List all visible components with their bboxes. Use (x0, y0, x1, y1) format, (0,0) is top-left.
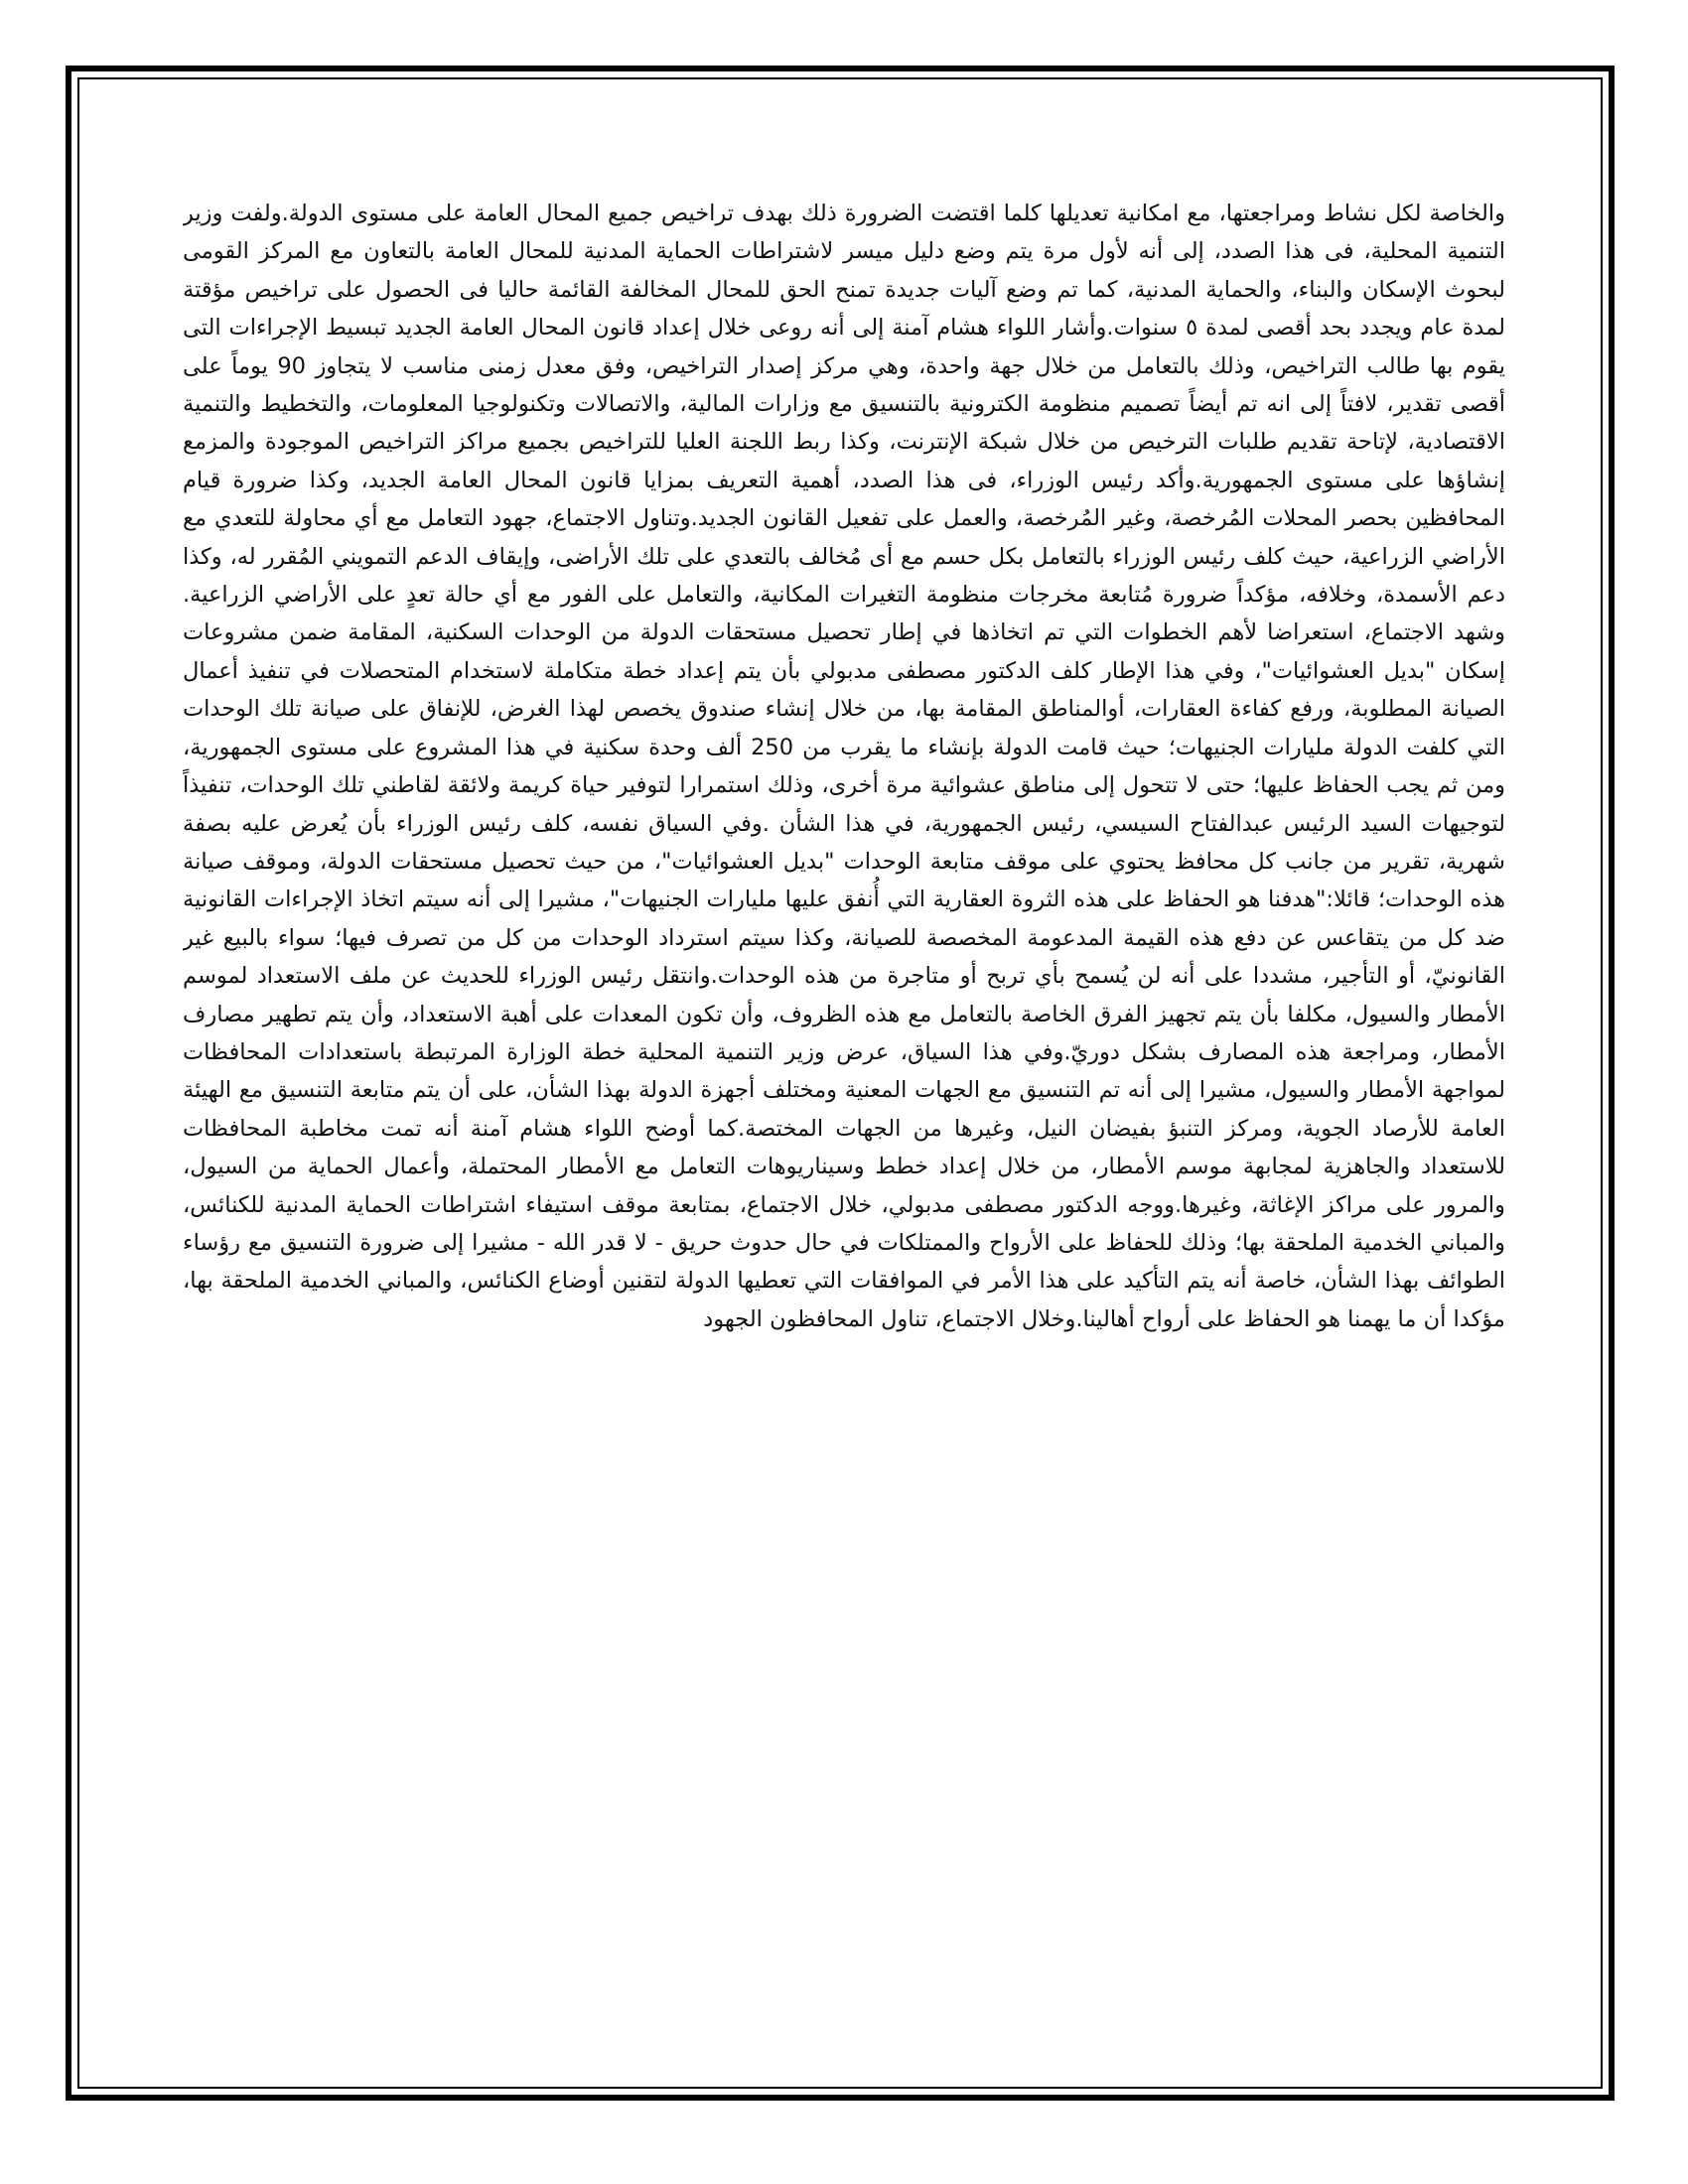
article-body-text: والخاصة لكل نشاط ومراجعتها، مع امكانية تعديلها كلما اقتضت الضرورة ذلك بهدف تراخيص جميع المحال العامة على مستوى الدولة.ولفت وزير التنمية المحلية، فى هذا الصدد، إلى أنه لأول مرة يتم وضع دليل ميسر لاشتراطات الحماية المدنية للمحال العامة بالتعاون مع المركز القومى لبحوث الإسكان والبناء، والحماية المدنية، كما تم وضع آليات جديدة تمنح الحق للمحال المخالفة القائمة حاليا فى الحصول على تراخيص مؤقتة لمدة عام ويجدد بحد أقصى لمدة ٥ سنوات.وأشار اللواء هشام آمنة إلى أنه روعى خلال إعداد قانون المحال العامة الجديد تبسيط الإجراءات التى يقوم بها طالب التراخيص، وذلك بالتعامل من خلال جهة واحدة، وهي مركز إصدار التراخيص، وفق معدل زمنى مناسب لا يتجاوز 90 يوماً على أقصى تقدير، لافتاً إلى انه تم أيضاً تصميم منظومة الكترونية بالتنسيق مع وزارات المالية، والاتصالات وتكنولوجيا المعلومات، والتخطيط والتنمية الاقتصادية، لإتاحة تقديم طلبات الترخيص من خلال شبكة الإنترنت، وكذا ربط اللجنة العليا للتراخيص بجميع مراكز التراخيص الموجودة والمزمع إنشاؤها على مستوى الجمهورية.وأكد رئيس الوزراء، فى هذا الصدد، أهمية التعريف بمزايا قانون المحال العامة الجديد، وكذا ضرورة قيام المحافظين بحصر المحلات المُرخصة، وغير المُرخصة، والعمل على تفعيل القانون الجديد.وتناول الاجتماع، جهود التعامل مع أي محاولة للتعدي مع الأراضي الزراعية، حيث كلف رئيس الوزراء بالتعامل بكل حسم مع أى مُخالف بالتعدي على تلك الأراضى، وإيقاف الدعم التمويني المُقرر له، وكذا دعم الأسمدة، وخلافه، مؤكداً ضرورة مُتابعة مخرجات منظومة التغيرات المكانية، والتعامل على الفور مع أي حالة تعدٍ على الأراضي الزراعية. وشهد الاجتماع، استعراضا لأهم الخطوات التي تم اتخاذها في إطار تحصيل مستحقات الدولة من الوحدات السكنية، المقامة ضمن مشروعات إسكان "بديل العشوائيات"، وفي هذا الإطار كلف الدكتور مصطفى مدبولي بأن يتم إعداد خطة متكاملة لاستخدام المتحصلات في تنفيذ أعمال الصيانة المطلوبة، ورفع كفاءة العقارات، أوالمناطق المقامة بها، من خلال إنشاء صندوق يخصص لهذا الغرض، للإنفاق على صيانة تلك الوحدات التي كلفت الدولة مليارات الجنيهات؛ حيث قامت الدولة بإنشاء ما يقرب من 250 ألف وحدة سكنية في هذا المشروع على مستوى الجمهورية، ومن ثم يجب الحفاظ عليها؛ حتى لا تتحول إلى مناطق عشوائية مرة أخرى، وذلك استمرارا لتوفير حياة كريمة ولائقة لقاطني تلك الوحدات، تنفيذاً لتوجيهات السيد الرئيس عبدالفتاح السيسي، رئيس الجمهورية، في هذا الشأن .وفي السياق نفسه، كلف رئيس الوزراء بأن يُعرض عليه بصفة شهرية، تقرير من جانب كل محافظ يحتوي على موقف متابعة الوحدات "بديل العشوائيات"، من حيث تحصيل مستحقات الدولة، وموقف صيانة هذه الوحدات؛ قائلا:"هدفنا هو الحفاظ على هذه الثروة العقارية التي أُنفق عليها مليارات الجنيهات"، مشيرا إلى أنه سيتم اتخاذ الإجراءات القانونية ضد كل من يتقاعس عن دفع هذه القيمة المدعومة المخصصة للصيانة، وكذا سيتم استرداد الوحدات من كل من تصرف فيها؛ سواء بالبيع غير القانونيّ، أو التأجير، مشددا على أنه لن يُسمح بأي تربح أو متاجرة من هذه الوحدات.وانتقل رئيس الوزراء للحديث عن ملف الاستعداد لموسم الأمطار والسيول، مكلفا بأن يتم تجهيز الفرق الخاصة بالتعامل مع هذه الظروف، وأن تكون المعدات على أهبة الاستعداد، وأن يتم تطهير مصارف الأمطار، ومراجعة هذه المصارف بشكل دوريّ.وفي هذا السياق، عرض وزير التنمية المحلية خطة الوزارة المرتبطة باستعدادات المحافظات لمواجهة الأمطار والسيول، مشيرا إلى أنه تم التنسيق مع الجهات المعنية ومختلف أجهزة الدولة بهذا الشأن، على أن يتم متابعة التنسيق مع الهيئة العامة للأرصاد الجوية، ومركز التنبؤ بفيضان النيل، وغيرها من الجهات المختصة.كما أوضح اللواء هشام آمنة أنه تمت مخاطبة المحافظات للاستعداد والجاهزية لمجابهة موسم الأمطار، من خلال إعداد خطط وسيناريوهات التعامل مع الأمطار المحتملة، وأعمال الحماية من السيول، والمرور على مراكز الإغاثة، وغيرها.ووجه الدكتور مصطفى مدبولي، خلال الاجتماع، بمتابعة موقف استيفاء اشتراطات الحماية المدنية للكنائس، والمباني الخدمية الملحقة بها؛ وذلك للحفاظ على الأرواح والممتلكات في حال حدوث حريق - لا قدر الله - مشيرا إلى ضرورة التنسيق مع رؤساء الطوائف بهذا الشأن، خاصة أنه يتم التأكيد على هذا الأمر في الموافقات التي تعطيها الدولة لتقنين أوضاع الكنائس، والمباني الخدمية الملحقة بها، مؤكدا أن ما يهمنا هو الحفاظ على أرواح أهالينا.وخلال الاجتماع، تناول المحافظون الجهود (183, 201, 1505, 1332)
